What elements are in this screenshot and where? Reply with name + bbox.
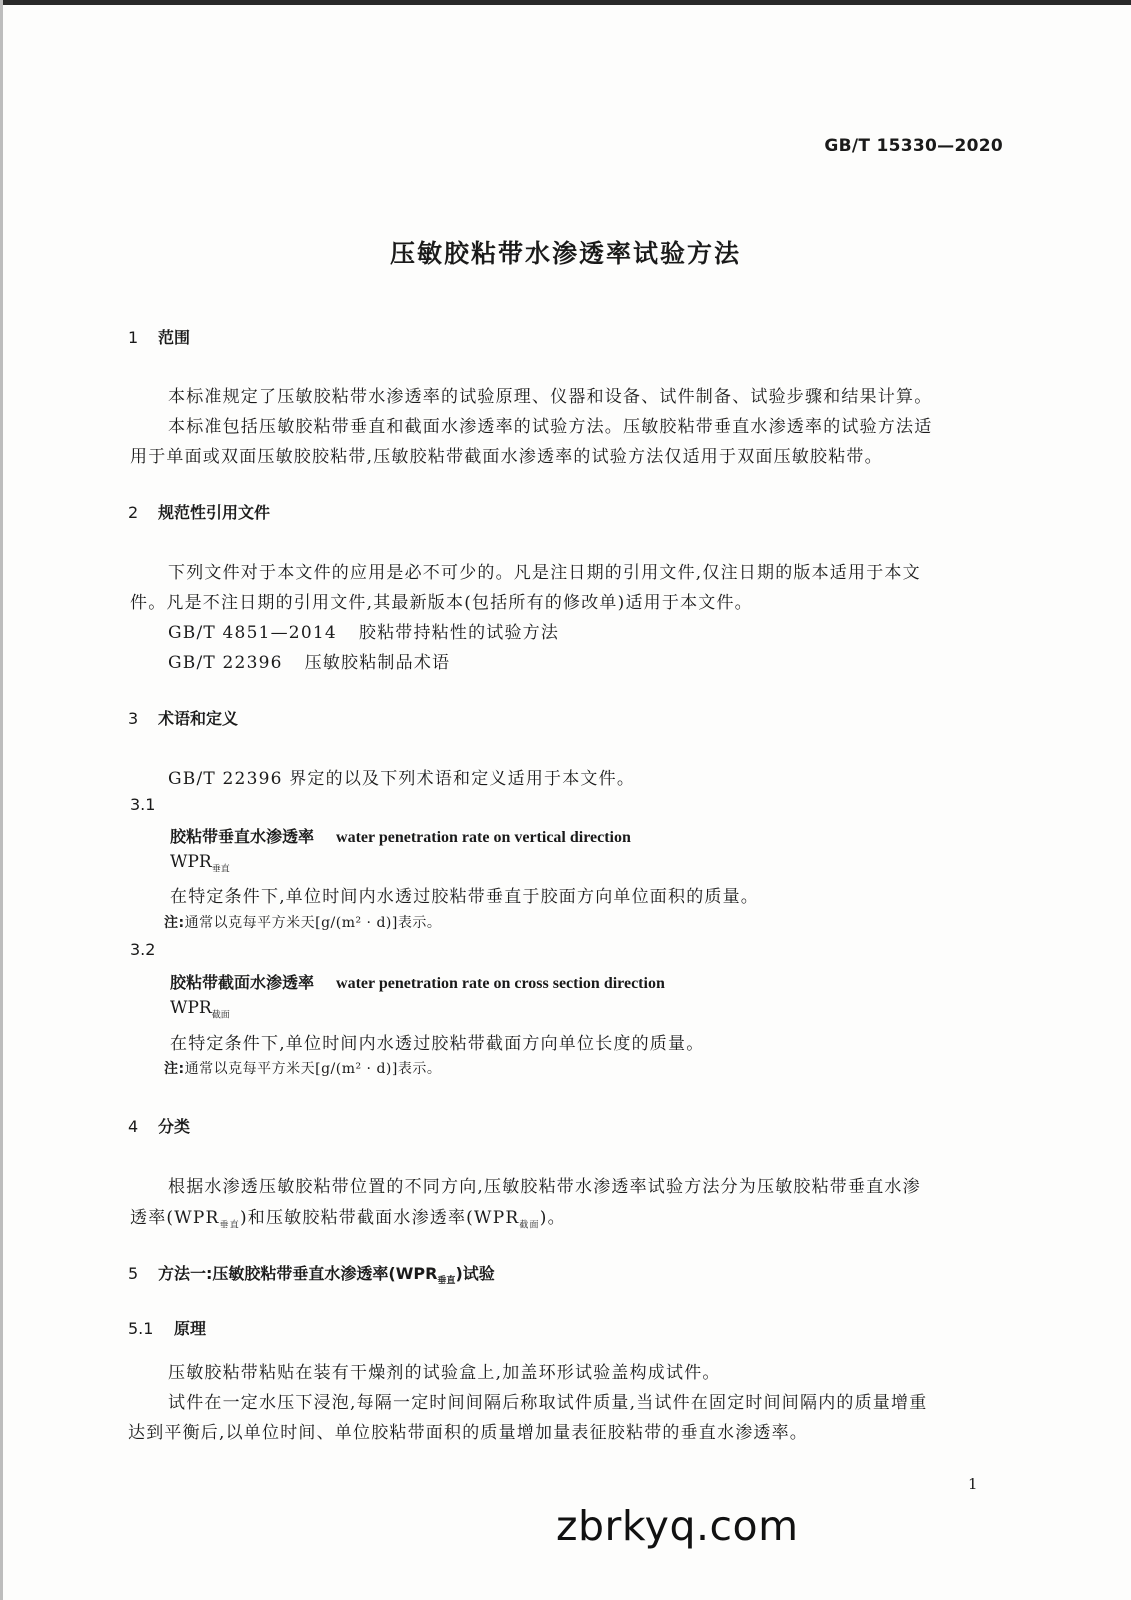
subscript: 垂直 [437, 1276, 456, 1287]
paragraph: 下列文件对于本文件的应用是必不可少的。凡是注日期的引用文件,仅注日期的版本适用于本文 [168, 563, 921, 583]
term-number: 3.1 [130, 795, 156, 814]
paragraph [130, 1203, 566, 1230]
paragraph: 压敏胶粘带粘贴在装有干燥剂的试验盒上,加盖环形试验盖构成试件。 [168, 1363, 721, 1383]
section-title-end: )试验 [455, 1264, 495, 1283]
note-text: 通常以克每平方米天[g/(m² · d)]表示。 [184, 915, 442, 931]
symbol-main: WPR [170, 852, 212, 872]
paragraph: 根据水渗透压敏胶粘带位置的不同方向,压敏胶粘带水渗透率试验方法分为压敏胶粘带垂直水渗 [168, 1177, 921, 1197]
reference-title: 压敏胶粘制品术语 [304, 653, 451, 673]
reference-code: GB/T 22396 [168, 653, 283, 673]
document-title: 压敏胶粘带水渗透率试验方法 [389, 239, 741, 268]
section-number: 5.1 [128, 1319, 154, 1338]
section-number: 1 [128, 328, 139, 347]
section-5-heading [128, 1261, 495, 1286]
section-4-heading [128, 1114, 190, 1137]
section-2-heading [128, 500, 270, 523]
term-english: water penetration rate on cross section direction [336, 975, 665, 992]
section-number: 4 [128, 1117, 139, 1136]
symbol-main: WPR [170, 998, 212, 1018]
subscript: 垂直 [219, 1220, 240, 1231]
section-number: 5 [128, 1264, 139, 1283]
paragraph: 达到平衡后,以单位时间、单位胶粘带面积的质量增加量表征胶粘带的垂直水渗透率。 [128, 1423, 809, 1443]
reference-code: GB/T 4851—2014 [168, 623, 337, 643]
term-chinese: 胶粘带垂直水渗透率 [170, 827, 315, 846]
section-1-heading [128, 325, 190, 348]
section-number: 3 [128, 709, 139, 728]
section-title: 分类 [158, 1117, 191, 1136]
subscript: 截面 [519, 1220, 540, 1231]
paragraph: 本标准规定了压敏胶粘带水渗透率的试验原理、仪器和设备、试件制备、试验步骤和结果计算。 [168, 387, 933, 407]
paragraph: 件。凡是不注日期的引用文件,其最新版本(包括所有的修改单)适用于本文件。 [130, 593, 753, 613]
term-note [164, 912, 441, 932]
paragraph: 用于单面或双面压敏胶胶粘带,压敏胶粘带截面水渗透率的试验方法仅适用于双面压敏胶粘带。 [130, 447, 883, 467]
standard-code: GB/T 15330—2020 [824, 136, 1003, 156]
normative-reference [168, 648, 450, 673]
term-number: 3.2 [130, 940, 156, 959]
section-title: 术语和定义 [158, 709, 239, 728]
text-run: 透率(WPR [130, 1208, 220, 1228]
term-definition: 在特定条件下,单位时间内水透过胶粘带截面方向单位长度的质量。 [170, 1034, 705, 1054]
section-title: 方法一:压敏胶粘带垂直水渗透率(WPR [158, 1264, 438, 1283]
section-3-heading [128, 706, 238, 729]
section-title: 范围 [158, 328, 191, 347]
term-symbol [170, 852, 230, 874]
term-entry [170, 970, 665, 993]
section-title: 规范性引用文件 [158, 503, 271, 522]
paragraph: 本标准包括压敏胶粘带垂直和截面水渗透率的试验方法。压敏胶粘带垂直水渗透率的试验方法适 [168, 417, 933, 437]
reference-title: 胶粘带持粘性的试验方法 [358, 623, 560, 643]
text-run: )。 [539, 1208, 566, 1228]
term-entry [170, 824, 631, 847]
paragraph: GB/T 22396 界定的以及下列术语和定义适用于本文件。 [168, 769, 636, 789]
section-number: 2 [128, 503, 139, 522]
watermark: zbrkyq.com [556, 1502, 799, 1550]
term-note [164, 1058, 441, 1078]
page-number: 1 [968, 1475, 978, 1493]
symbol-subscript: 截面 [211, 1010, 230, 1021]
note-label: 注: [164, 1061, 185, 1077]
note-text: 通常以克每平方米天[g/(m² · d)]表示。 [184, 1061, 442, 1077]
paragraph: 试件在一定水压下浸泡,每隔一定时间间隔后称取试件质量,当试件在固定时间间隔内的质量增重 [168, 1393, 928, 1413]
scan-edge-top [0, 0, 1131, 5]
symbol-subscript: 垂直 [211, 864, 230, 875]
text-run: )和压敏胶粘带截面水渗透率(WPR [239, 1208, 520, 1228]
section-5-1-heading [128, 1316, 206, 1339]
note-label: 注: [164, 915, 185, 931]
section-title: 原理 [174, 1319, 207, 1338]
normative-reference [168, 618, 559, 643]
term-symbol [170, 998, 230, 1020]
term-definition: 在特定条件下,单位时间内水透过胶粘带垂直于胶面方向单位面积的质量。 [170, 887, 760, 907]
term-english: water penetration rate on vertical direction [336, 829, 631, 846]
term-chinese: 胶粘带截面水渗透率 [170, 973, 315, 992]
